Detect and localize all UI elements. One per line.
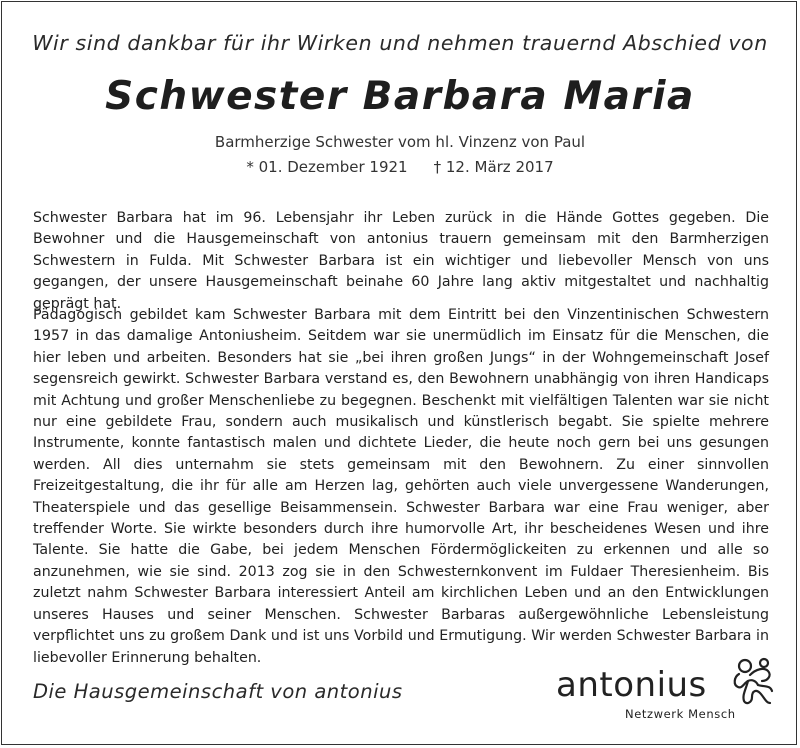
logo-wordmark: antonius (556, 665, 707, 705)
logo-tagline: Netzwerk Mensch (625, 707, 736, 721)
paragraph-1: Schwester Barbara hat im 96. Lebensjahr ihr Leben zurück in die Hände Gottes gegeben. Die Bewohner und die Hausgemeinschaft von antonius trauern gemeinsam mit den Barmherzigen Schwestern in Fulda. Mit Schwester Barbara ist ein wichtiger und liebevoller Mensch von uns gegangen, der unsere Hausgemeinschaft beinahe 60 Jahre lang aktiv mitgestaltet und nachhaltig geprägt hat. (33, 210, 769, 312)
religious-order: Barmherzige Schwester vom hl. Vinzenz von Paul (214, 133, 586, 151)
deceased-name: Schwester Barbara Maria (105, 74, 695, 119)
birth-date: * 01. Dezember 1921 (246, 158, 408, 176)
person-figure-icon (730, 657, 776, 707)
signature: Die Hausgemeinschaft von antonius (33, 680, 403, 703)
intro-line: Wir sind dankbar für ihr Wirken und nehmen trauernd Abschied von (32, 31, 768, 55)
life-dates (0, 158, 800, 176)
antonius-logo (556, 657, 776, 727)
paragraph-2: Pädagogisch gebildet kam Schwester Barbara mit dem Eintritt bei den Vinzentinischen Schwestern 1957 in das damalige Antoniusheim. Seitdem war sie unermüdlich im Einsatz für die Menschen, die hier leben und arbeiten. Besonders hat sie „bei ihren großen Jungs“ in der Wohngemeinschaft Josef segensreich gewirkt. Schwester Barbara verstand es, den Bewohnern unabhängig von ihren Handicaps mit Achtung und großer Menschenliebe zu begegnen. Beschenkt mit vielfältigen Talenten war sie nicht nur eine gebildete Frau, sondern auch musikalisch und künstlerisch begabt. Sie spielte mehrere Instrumente, konnte fantastisch malen und dichtete Lieder, die heute noch gern bei uns gesungen werden. All dies unternahm sie stets gemeinsam mit den Bewohnern. Zu einer sinnvollen Freizeitgestaltung, die ihr für alle am Herzen lag, gehörten auch viele unvergessene Wanderungen, Theaterspiele und das gesellige Beisammensein. Schwester Barbara war eine Frau weniger, aber treffender Worte. Sie wirkte besonders durch ihre humorvolle Art, ihr bescheidenes Wesen und ihre Talente. Sie hatte die Gabe, bei jedem Menschen Fördermöglickeiten zu erkennen und alle so anzunehmen, wie sie sind. 2013 zog sie in den Schwesternkonvent im Fuldaer Theresienheim. Bis zuletzt nahm Schwester Barbara interessiert Anteil am kirchlichen Leben und an den Entwicklungen unseres Hauses und seiner Menschen. Schwester Barbaras außergewöhnliche Lebensleistung verpflichtet uns zu großem Dank und ist uns Vorbild und Ermutigung. Wir werden Schwester Barbara in liebevoller Erinnerung behalten. (33, 307, 769, 666)
death-date: † 12. März 2017 (433, 158, 554, 176)
